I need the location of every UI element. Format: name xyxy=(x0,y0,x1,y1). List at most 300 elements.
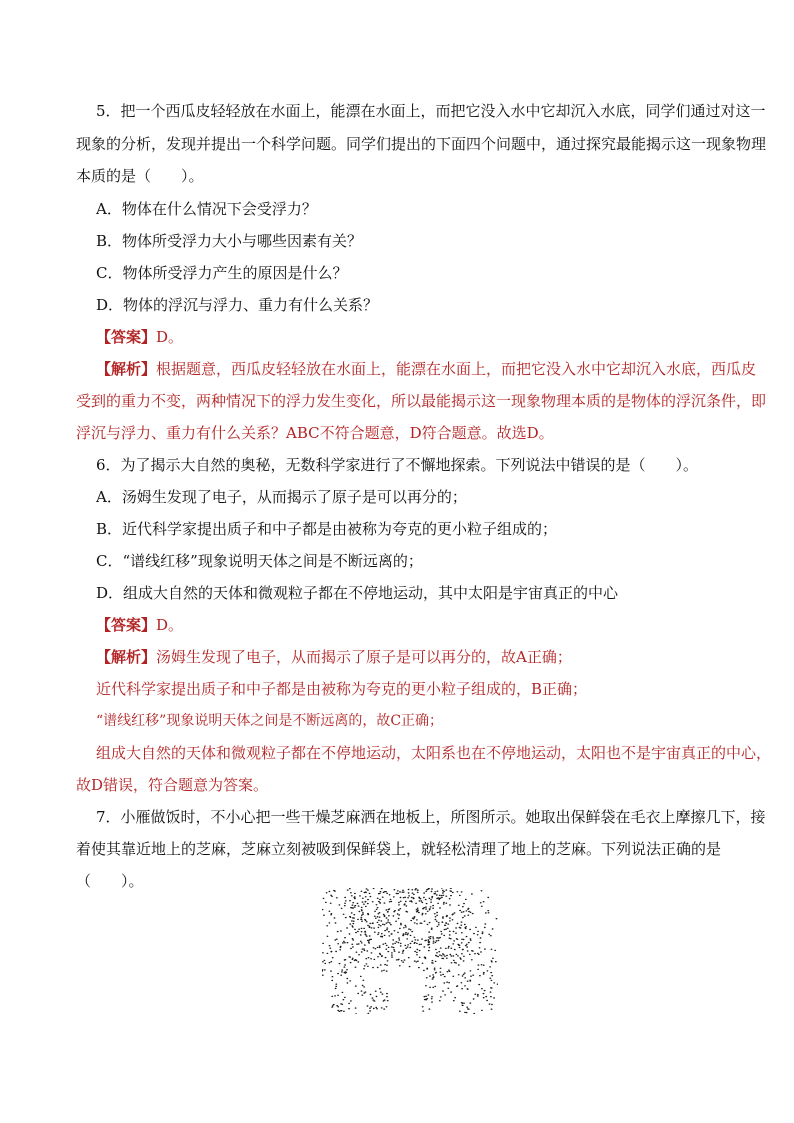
sesame-seed-dot xyxy=(461,988,463,989)
sesame-seed-dot xyxy=(329,922,331,923)
sesame-seed-dot xyxy=(414,960,416,961)
sesame-seed-dot xyxy=(334,917,336,918)
sesame-seed-dot xyxy=(322,943,324,944)
sesame-seed-dot xyxy=(397,932,399,933)
sesame-seed-dot xyxy=(362,985,364,986)
sesame-seed-dot xyxy=(373,888,375,889)
sesame-seed-dot xyxy=(445,889,447,890)
sesame-seed-dot xyxy=(337,1006,339,1007)
sesame-seed-dot xyxy=(442,921,444,922)
sesame-seed-dot xyxy=(367,1013,369,1014)
sesame-seed-dot xyxy=(377,916,379,917)
sesame-seed-dot xyxy=(450,955,452,956)
sesame-seed-dot xyxy=(454,912,456,913)
sesame-seed-dot xyxy=(346,927,348,928)
sesame-seed-dot xyxy=(339,949,341,950)
sesame-seed-dot xyxy=(409,901,411,902)
sesame-seed-dot xyxy=(416,919,418,920)
sesame-seed-dot xyxy=(382,944,384,945)
sesame-seed-dot xyxy=(341,969,343,970)
sesame-seed-dot xyxy=(441,955,443,956)
sesame-seed-dot xyxy=(408,892,410,893)
sesame-seed-dot xyxy=(354,896,356,897)
q6-answer xyxy=(96,615,183,635)
sesame-seed-dot xyxy=(416,961,418,962)
q6-analysis-line-3: “谱线红移”现象说明天体之间是不断远离的，故C正确； xyxy=(96,713,444,729)
sesame-seed-dot xyxy=(379,902,381,903)
sesame-seed-dot xyxy=(410,943,412,944)
sesame-seed-dot xyxy=(477,994,479,995)
sesame-seed-dot xyxy=(468,942,470,943)
sesame-seed-dot xyxy=(423,897,425,898)
sesame-seed-dot xyxy=(429,987,431,988)
sesame-seed-dot xyxy=(466,1012,468,1013)
sesame-seed-dot xyxy=(363,948,365,949)
sesame-seed-dot xyxy=(421,938,423,939)
sesame-seed-dot xyxy=(487,970,489,971)
sesame-seed-dot xyxy=(440,898,442,899)
sesame-seed-dot xyxy=(473,998,475,999)
sesame-seed-dot xyxy=(479,975,481,976)
sesame-seed-dot xyxy=(425,899,427,900)
sesame-seed-dot xyxy=(354,906,356,907)
sesame-seed-dot xyxy=(322,970,323,971)
sesame-seed-dot xyxy=(388,947,390,948)
sesame-seed-dot xyxy=(461,912,463,913)
sesame-seed-dot xyxy=(361,907,363,908)
sesame-seed-dot xyxy=(350,917,352,918)
sesame-seed-dot xyxy=(375,918,377,919)
sesame-seed-dot xyxy=(463,1003,465,1004)
sesame-seed-dot xyxy=(408,895,410,896)
q5-answer-tag: 【答案】 xyxy=(96,328,157,346)
sesame-seed-dot xyxy=(463,939,465,940)
sesame-seed-dot xyxy=(431,888,433,889)
sesame-seeds-figure xyxy=(322,888,498,1014)
sesame-seed-dot xyxy=(379,912,381,913)
sesame-seed-dot xyxy=(386,1006,388,1007)
sesame-seed-dot xyxy=(367,913,369,914)
sesame-seed-dot xyxy=(450,888,452,889)
sesame-seed-dot xyxy=(322,975,324,976)
sesame-seed-dot xyxy=(457,891,459,892)
sesame-seed-dot xyxy=(411,897,413,898)
sesame-seed-dot xyxy=(454,997,456,998)
sesame-seed-dot xyxy=(363,968,365,969)
sesame-seed-dot xyxy=(378,920,380,921)
sesame-seed-dot xyxy=(470,976,472,977)
sesame-seed-dot xyxy=(382,993,384,994)
sesame-seed-dot xyxy=(433,941,435,942)
sesame-seed-dot xyxy=(411,901,413,902)
sesame-seed-dot xyxy=(458,905,460,906)
sesame-seed-dot xyxy=(470,940,472,941)
sesame-seed-dot xyxy=(381,955,383,956)
sesame-seed-dot xyxy=(484,923,486,924)
sesame-seed-dot xyxy=(329,948,331,949)
sesame-seed-dot xyxy=(408,889,410,890)
sesame-seed-dot xyxy=(419,944,421,945)
sesame-seed-dot xyxy=(464,927,466,928)
sesame-seed-dot xyxy=(417,908,419,909)
sesame-seed-dot xyxy=(442,990,444,991)
sesame-seed-dot xyxy=(448,982,450,983)
sesame-seed-dot xyxy=(325,902,327,903)
sesame-seed-dot xyxy=(425,908,427,909)
sesame-seed-dot xyxy=(440,947,442,948)
sesame-seed-dot xyxy=(352,923,354,924)
sesame-seed-dot xyxy=(473,933,475,934)
sesame-seed-dot xyxy=(363,928,365,929)
sesame-seed-dot xyxy=(484,948,486,949)
q5-option-b: B．物体所受浮力大小与哪些因素有关？ xyxy=(96,232,363,250)
sesame-seed-dot xyxy=(419,900,421,901)
sesame-seed-dot xyxy=(424,957,426,958)
sesame-seed-dot xyxy=(383,914,385,915)
sesame-seed-dot xyxy=(491,980,493,981)
sesame-seed-dot xyxy=(436,955,438,956)
q6-analysis-line-1 xyxy=(96,647,572,667)
sesame-seed-dot xyxy=(483,973,485,974)
sesame-seed-dot xyxy=(449,917,451,918)
sesame-seed-dot xyxy=(408,957,410,958)
sesame-seed-dot xyxy=(341,908,343,909)
sesame-seed-dot xyxy=(324,963,326,964)
sesame-seed-dot xyxy=(477,995,479,996)
sesame-seed-dot xyxy=(436,926,438,927)
sesame-seed-dot xyxy=(416,949,418,950)
sesame-seed-dot xyxy=(425,985,427,986)
sesame-seed-dot xyxy=(444,925,446,926)
sesame-seed-dot xyxy=(364,931,366,932)
sesame-seed-dot xyxy=(391,954,393,955)
sesame-seed-dot xyxy=(386,965,388,966)
sesame-seed-dot xyxy=(409,947,411,948)
sesame-seed-dot xyxy=(349,933,351,934)
sesame-seed-dot xyxy=(409,966,411,967)
sesame-seed-dot xyxy=(402,892,404,893)
sesame-seed-dot xyxy=(486,1000,488,1001)
sesame-seed-dot xyxy=(385,957,387,958)
sesame-seed-dot xyxy=(443,982,445,983)
q6-analysis-line-2: 近代科学家提出质子和中子都是由被称为夸克的更小粒子组成的，B正确； xyxy=(96,680,588,698)
sesame-seed-dot xyxy=(339,963,341,964)
sesame-seed-dot xyxy=(432,960,434,961)
sesame-seed-dot xyxy=(374,932,376,933)
sesame-seed-dot xyxy=(384,916,386,917)
sesame-seed-dot xyxy=(373,927,375,928)
sesame-seed-dot xyxy=(421,914,423,915)
sesame-seed-dot xyxy=(437,891,439,892)
sesame-seed-dot xyxy=(440,971,442,972)
sesame-seed-dot xyxy=(495,961,497,962)
sesame-seed-dot xyxy=(379,988,381,989)
sesame-seed-dot xyxy=(472,950,474,951)
sesame-seed-dot xyxy=(352,938,354,939)
sesame-seed-dot xyxy=(378,927,380,928)
sesame-seed-dot xyxy=(357,961,359,962)
sesame-seed-dot xyxy=(418,967,420,968)
sesame-seed-dot xyxy=(492,928,494,929)
sesame-seed-dot xyxy=(432,978,434,979)
sesame-seed-dot xyxy=(466,936,468,937)
sesame-seed-dot xyxy=(370,994,372,995)
sesame-seed-dot xyxy=(343,1011,345,1012)
sesame-seed-dot xyxy=(326,925,328,926)
sesame-seed-dot xyxy=(438,951,440,952)
sesame-seed-dot xyxy=(394,910,396,911)
sesame-seed-dot xyxy=(455,933,457,934)
sesame-seed-dot xyxy=(379,945,381,946)
sesame-seed-dot xyxy=(461,932,463,933)
sesame-seed-dot xyxy=(357,931,359,932)
sesame-seed-dot xyxy=(352,946,354,947)
sesame-seed-dot xyxy=(369,935,371,936)
sesame-seed-dot xyxy=(489,1003,491,1004)
sesame-seed-dot xyxy=(405,934,407,935)
sesame-seed-dot xyxy=(368,957,370,958)
sesame-seed-dot xyxy=(359,895,361,896)
sesame-seed-dot xyxy=(449,920,451,921)
sesame-seed-dot xyxy=(461,953,463,954)
sesame-seed-dot xyxy=(426,998,428,999)
sesame-seed-dot xyxy=(386,917,388,918)
sesame-seed-dot xyxy=(352,902,354,903)
sesame-seed-dot xyxy=(462,917,464,918)
sesame-seed-dot xyxy=(431,929,433,930)
sesame-seed-dot xyxy=(436,898,438,899)
sesame-seed-dot xyxy=(377,967,379,968)
sesame-seed-dot xyxy=(392,943,394,944)
sesame-seed-dot xyxy=(488,934,490,935)
sesame-seed-dot xyxy=(435,949,437,950)
sesame-seed-dot xyxy=(404,903,406,904)
sesame-seed-dot xyxy=(420,944,422,945)
sesame-seed-dot xyxy=(487,897,489,898)
sesame-seed-dot xyxy=(345,972,347,973)
sesame-seed-dot xyxy=(336,897,338,898)
sesame-seed-dot xyxy=(469,1002,471,1003)
sesame-seed-dot xyxy=(428,937,430,938)
sesame-seed-dot xyxy=(441,895,443,896)
sesame-seed-dot xyxy=(398,937,400,938)
sesame-seed-dot xyxy=(350,892,352,893)
sesame-seed-dot xyxy=(446,916,448,917)
sesame-seed-dot xyxy=(333,1004,335,1005)
sesame-seed-dot xyxy=(430,902,432,903)
sesame-seed-dot xyxy=(491,961,493,962)
sesame-seed-dot xyxy=(461,891,463,892)
sesame-seed-dot xyxy=(373,959,375,960)
sesame-seed-dot xyxy=(324,960,326,961)
sesame-seed-dot xyxy=(378,932,380,933)
sesame-seed-dot xyxy=(367,899,369,900)
sesame-seed-dot xyxy=(342,992,344,993)
sesame-seed-dot xyxy=(448,946,450,947)
sesame-seed-dot xyxy=(337,995,339,996)
sesame-seed-dot xyxy=(406,911,408,912)
sesame-seed-dot xyxy=(386,909,388,910)
sesame-seed-dot xyxy=(395,921,397,922)
sesame-seed-dot xyxy=(449,904,451,905)
sesame-seed-dot xyxy=(482,933,484,934)
sesame-seed-dot xyxy=(355,932,357,933)
sesame-seed-dot xyxy=(444,956,446,957)
sesame-seed-dot xyxy=(344,937,346,938)
sesame-seed-dot xyxy=(439,954,441,955)
sesame-seed-dot xyxy=(438,899,440,900)
sesame-seed-dot xyxy=(460,927,462,928)
sesame-seed-dot xyxy=(357,903,359,904)
sesame-seed-dot xyxy=(402,962,404,963)
sesame-seed-dot xyxy=(424,996,426,997)
sesame-seed-dot xyxy=(442,892,444,893)
sesame-seed-dot xyxy=(493,997,495,998)
sesame-seed-dot xyxy=(417,961,419,962)
sesame-seed-dot xyxy=(381,933,383,934)
sesame-seed-dot xyxy=(391,952,393,953)
sesame-seed-dot xyxy=(445,896,447,897)
sesame-seed-dot xyxy=(340,1003,342,1004)
sesame-seed-dot xyxy=(452,919,454,920)
sesame-seed-dot xyxy=(411,941,413,942)
sesame-seed-dot xyxy=(483,997,485,998)
sesame-seed-dot xyxy=(405,948,407,949)
sesame-seed-dot xyxy=(361,931,363,932)
sesame-seed-dot xyxy=(416,923,418,924)
sesame-seed-dot xyxy=(344,903,346,904)
sesame-seed-dot xyxy=(462,975,464,976)
sesame-seed-dot xyxy=(347,889,349,890)
q6-analysis-tag: 【解析】 xyxy=(96,648,157,666)
sesame-seed-dot xyxy=(387,1000,389,1001)
sesame-seed-dot xyxy=(427,924,429,925)
sesame-seed-dot xyxy=(401,960,403,961)
sesame-seed-dot xyxy=(474,994,476,995)
sesame-seed-dot xyxy=(385,943,387,944)
sesame-seed-dot xyxy=(483,965,485,966)
sesame-seed-dot xyxy=(376,904,378,905)
sesame-seed-dot xyxy=(378,924,380,925)
sesame-seed-dot xyxy=(369,939,371,940)
sesame-seed-dot xyxy=(361,951,363,952)
sesame-seed-dot xyxy=(379,917,381,918)
sesame-seed-dot xyxy=(358,929,360,930)
sesame-seed-dot xyxy=(333,890,335,891)
sesame-seed-dot xyxy=(452,955,454,956)
sesame-seed-dot xyxy=(426,903,428,904)
sesame-seed-dot xyxy=(441,897,443,898)
sesame-seed-dot xyxy=(352,959,354,960)
sesame-seed-dot xyxy=(450,890,452,891)
sesame-seed-dot xyxy=(426,968,428,969)
sesame-seed-dot xyxy=(373,947,375,948)
sesame-seed-dot xyxy=(352,926,354,927)
sesame-seed-dot xyxy=(347,942,349,943)
sesame-seed-dot xyxy=(433,942,435,943)
sesame-seed-dot xyxy=(436,921,438,922)
sesame-seed-dot xyxy=(352,939,354,940)
sesame-seed-dot xyxy=(362,898,364,899)
sesame-seed-dot xyxy=(480,937,482,938)
sesame-seed-dot xyxy=(416,911,418,912)
sesame-seed-dot xyxy=(363,986,365,987)
sesame-seed-dot xyxy=(469,929,471,930)
sesame-seed-dot xyxy=(400,897,402,898)
sesame-seed-dot xyxy=(337,931,339,932)
sesame-seed-dot xyxy=(372,999,374,1000)
sesame-seed-dot xyxy=(398,939,400,940)
q6-option-d: D．组成大自然的天体和微观粒子都在不停地运动，其中太阳是宇宙真正的中心 xyxy=(96,584,619,602)
sesame-seed-dot xyxy=(341,1010,343,1011)
sesame-seed-dot xyxy=(413,918,415,919)
sesame-seed-dot xyxy=(358,954,360,955)
sesame-seed-dot xyxy=(367,966,369,967)
sesame-seed-dot xyxy=(449,934,451,935)
sesame-seed-dot xyxy=(469,954,471,955)
sesame-seed-dot xyxy=(377,898,379,899)
sesame-seed-dot xyxy=(371,927,373,928)
sesame-seed-dot xyxy=(331,1006,333,1007)
sesame-seed-dot xyxy=(332,976,334,977)
sesame-seed-dot xyxy=(346,969,348,970)
sesame-seed-dot xyxy=(414,889,416,890)
sesame-seed-dot xyxy=(322,969,323,970)
sesame-seed-dot xyxy=(356,944,358,945)
sesame-seed-dot xyxy=(380,891,382,892)
sesame-seed-dot xyxy=(488,912,490,913)
sesame-seed-dot xyxy=(430,899,432,900)
sesame-seed-dot xyxy=(359,911,361,912)
sesame-seed-dot xyxy=(335,951,337,952)
sesame-seed-dot xyxy=(349,956,351,957)
sesame-seed-dot xyxy=(490,935,492,936)
sesame-seed-dot xyxy=(463,911,465,912)
sesame-seed-dot xyxy=(369,893,371,894)
sesame-seed-dot xyxy=(344,964,346,965)
sesame-seed-dot xyxy=(339,904,341,905)
sesame-seed-dot xyxy=(430,936,432,937)
sesame-seed-dot xyxy=(397,913,399,914)
sesame-seed-dot xyxy=(377,956,379,957)
sesame-seed-dot xyxy=(365,906,367,907)
sesame-seed-dot xyxy=(480,902,482,903)
sesame-seed-dot xyxy=(387,919,389,920)
sesame-seed-dot xyxy=(387,911,389,912)
sesame-seed-dot xyxy=(447,928,449,929)
sesame-seed-dot xyxy=(450,895,452,896)
sesame-seed-dot xyxy=(436,940,438,941)
sesame-seed-dot xyxy=(400,924,402,925)
sesame-seed-dot xyxy=(322,909,323,910)
sesame-seed-dot xyxy=(422,1010,424,1011)
sesame-seed-dot xyxy=(357,993,359,994)
sesame-seed-dot xyxy=(392,939,394,940)
sesame-seed-dot xyxy=(464,972,466,973)
sesame-seed-dot xyxy=(418,897,420,898)
sesame-seed-dot xyxy=(464,985,466,986)
sesame-seed-dot xyxy=(478,984,480,985)
sesame-seed-dot xyxy=(458,964,460,965)
sesame-seed-dot xyxy=(425,891,427,892)
sesame-seed-dot xyxy=(468,911,470,912)
sesame-seed-dot xyxy=(414,939,416,940)
sesame-seed-dot xyxy=(410,929,412,930)
sesame-seed-dot xyxy=(422,963,424,964)
sesame-seed-dot xyxy=(393,896,395,897)
sesame-seed-dot xyxy=(405,905,407,906)
sesame-seed-dot xyxy=(489,978,491,979)
